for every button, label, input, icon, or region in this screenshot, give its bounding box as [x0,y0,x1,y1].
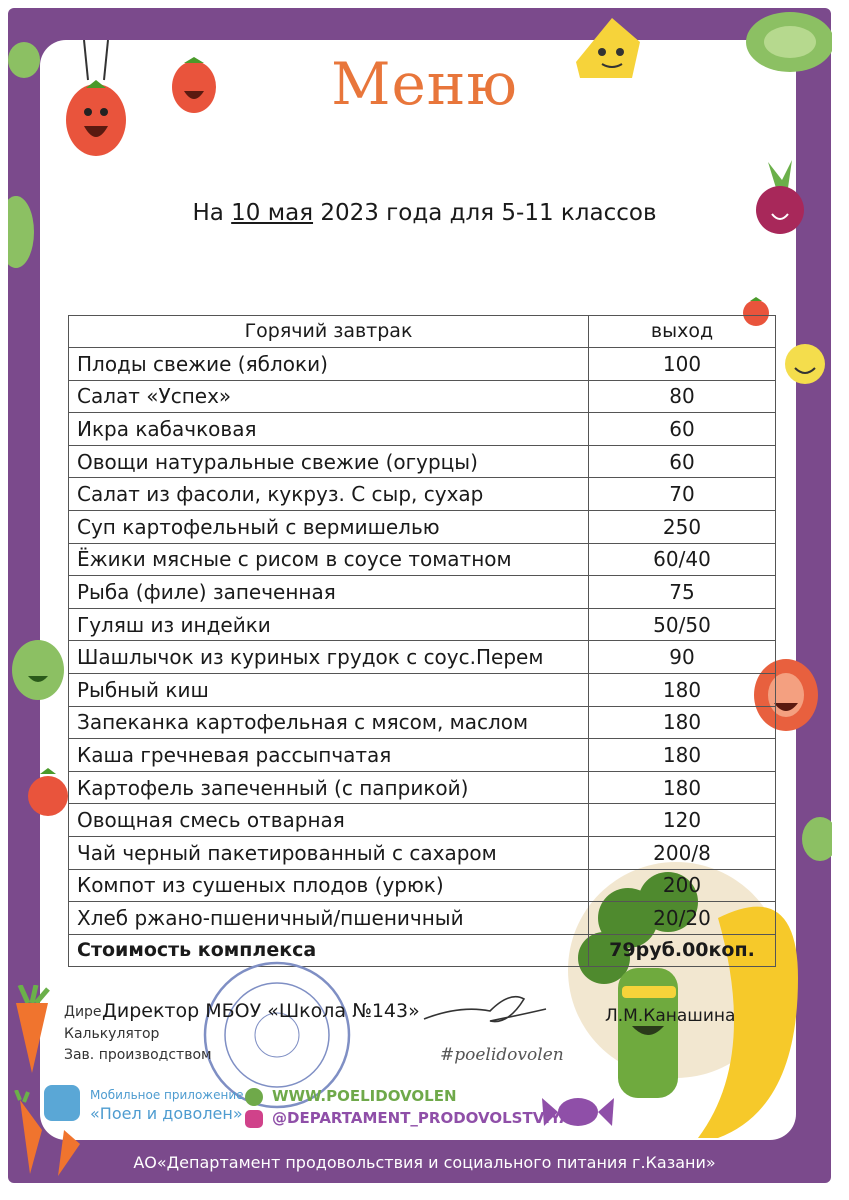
table-row [69,902,776,935]
header-name: Горячий завтрак [69,316,589,348]
instagram-icon [245,1110,263,1128]
carrot-icon [8,985,56,1075]
table-total-row [69,934,776,967]
staff-line: Дире [64,1004,102,1020]
dish-output: 200 [589,869,776,902]
beet-icon [746,158,814,240]
dish-output: 100 [589,348,776,381]
dish-name: Овощная смесь отварная [69,804,589,837]
footer-text: АО«Департамент продовольствия и социального питания г.Казани» [133,1153,716,1172]
dish-name: Хлеб ржано-пшеничный/пшеничный [69,902,589,935]
table-row [69,380,776,413]
table-row [69,739,776,772]
table-row [69,445,776,478]
signature-scribble [420,985,550,1035]
table-row [69,706,776,739]
dish-name: Каша гречневая рассыпчатая [69,739,589,772]
dish-output: 180 [589,673,776,706]
table-row [69,869,776,902]
signature-label: Директор МБОУ «Школа №143» [102,1000,420,1022]
dish-name: Салат «Успех» [69,380,589,413]
dish-name: Плоды свежие (яблоки) [69,348,589,381]
table-row [69,804,776,837]
hashtag: #poelidovolen [440,1045,564,1065]
header-output: выход [589,316,776,348]
staff-line: Зав. производством [64,1047,212,1063]
dish-name: Салат из фасоли, кукруз. С сыр, сухар [69,478,589,511]
table-row [69,673,776,706]
dish-name: Картофель запеченный (с паприкой) [69,771,589,804]
subtitle-date: 10 мая [231,200,314,226]
app-caption: Мобильное приложение [90,1088,244,1102]
table-row [69,478,776,511]
total-price: 79руб.00коп. [589,934,776,967]
dish-name: Гуляш из индейки [69,608,589,641]
dish-output: 60 [589,413,776,446]
page-title: Меню [331,50,518,118]
thumbs-up-icon [44,1085,80,1121]
subtitle-suffix: 2023 года для 5-11 классов [313,200,657,226]
dish-output: 90 [589,641,776,674]
app-name: «Поел и доволен» [90,1104,243,1123]
dish-name: Икра кабачковая [69,413,589,446]
dish-output: 75 [589,576,776,609]
website-link[interactable]: WWW.POELIDOVOLEN [272,1087,457,1105]
dish-output: 250 [589,510,776,543]
dish-output: 180 [589,739,776,772]
table-row [69,348,776,381]
dish-output: 200/8 [589,836,776,869]
table-row [69,641,776,674]
table-row [69,510,776,543]
table-row [69,771,776,804]
dish-name: Рыба (филе) запеченная [69,576,589,609]
dish-output: 50/50 [589,608,776,641]
globe-icon [245,1088,263,1106]
signature-name: Л.М.Канашина [605,1006,736,1026]
dish-output: 20/20 [589,902,776,935]
dish-output: 180 [589,771,776,804]
dish-output: 80 [589,380,776,413]
dish-output: 60 [589,445,776,478]
dish-name: Рыбный киш [69,673,589,706]
smiley-icon [783,340,825,388]
subtitle-prefix: На [192,200,232,226]
dish-name: Овощи натуральные свежие (огурцы) [69,445,589,478]
dish-output: 180 [589,706,776,739]
apple-icon [8,628,64,706]
dish-name: Компот из сушеных плодов (урюк) [69,869,589,902]
dish-name: Запеканка картофельная с мясом, маслом [69,706,589,739]
dish-name: Ёжики мясные с рисом в соусе томатном [69,543,589,576]
menu-table [68,315,776,967]
dish-output: 70 [589,478,776,511]
dish-output: 120 [589,804,776,837]
menu-subtitle [0,200,849,226]
table-header-row [69,316,776,348]
dish-name: Чай черный пакетированный с сахаром [69,836,589,869]
instagram-link[interactable]: @DEPARTAMENT_PRODOVOLSTVIYA [272,1109,571,1127]
table-row [69,413,776,446]
table-row [69,543,776,576]
table-row [69,608,776,641]
table-row [69,576,776,609]
tomato-icon [26,768,72,818]
dish-name: Суп картофельный с вермишелью [69,510,589,543]
dish-output: 60/40 [589,543,776,576]
dish-name: Шашлычок из куриных грудок с соус.Перем [69,641,589,674]
staff-line: Калькулятор [64,1026,160,1042]
table-row [69,836,776,869]
total-label: Стоимость комплекса [69,934,589,967]
leaf-icon [798,815,832,863]
